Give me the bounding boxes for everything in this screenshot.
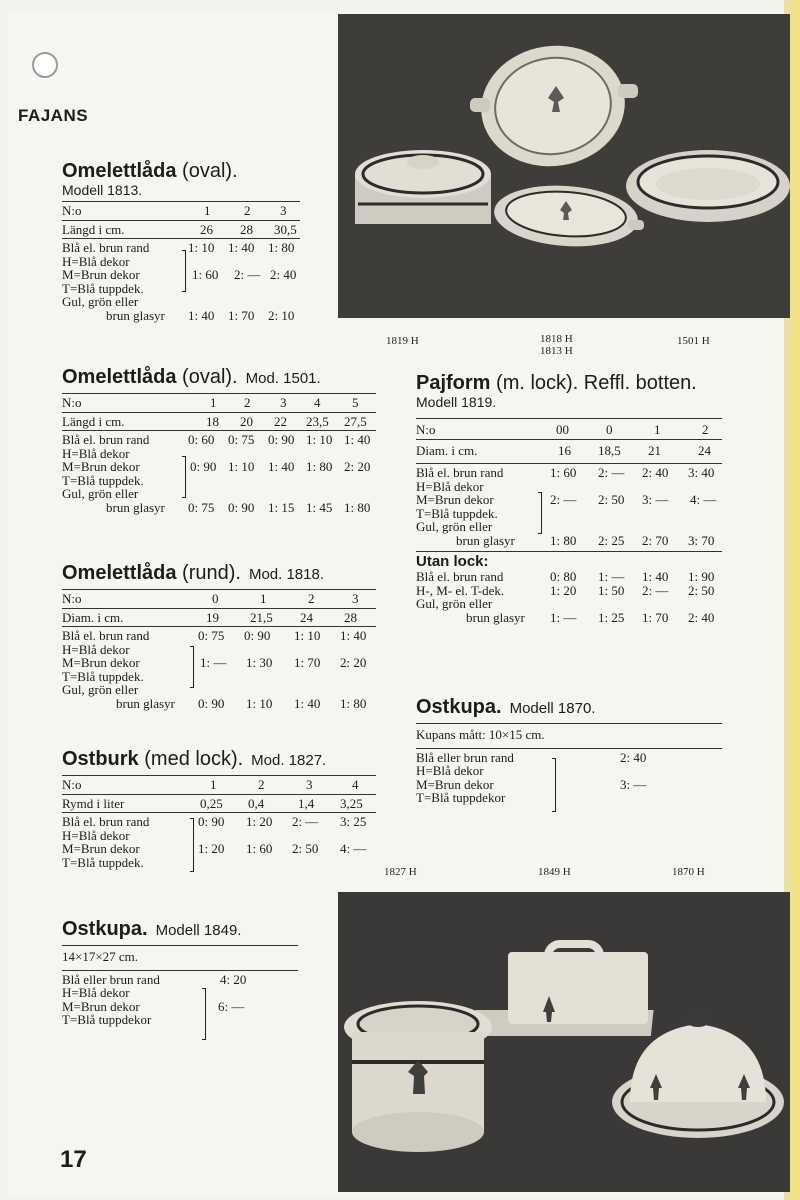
table-header-row: N:o 1 2 3: [62, 203, 287, 218]
product-photo-top: [338, 14, 790, 318]
table-row: Diam. i cm. 16 18,5 21 24: [416, 442, 711, 458]
product-omelett-oval-1813: Omelettlåda (oval). Modell 1813. N:o 1 2 3 Längd i cm. 26 28 30,5 Blå el. brun rand 1: 10 1: 40 1: 80 H=Blå dekor M=Brun dekor 1: 60 2: — 2: 40 T=Blå tuppdek. Gul, grön eller brun glasyr 1: 40 1: 70 2: 10: [62, 160, 300, 322]
table-row: Längd i cm. 26 28 30,5: [62, 221, 297, 237]
product-omelett-rund-1818: Omelettlåda (rund). Mod. 1818. N:o 0 1 2 3 Diam. i cm. 19 21,5 24 28 Blå el. brun rand 0: 75 0: 90 1: 10 1: 40 H=Blå dekor M=Brun dekor 1: — 1: 30 1: 70 2: 20 T=Blå tuppdek. Gul, grön eller brun glasyr 0: 90 1: 10 1: 40 1: 80: [62, 562, 376, 710]
table-row: Längd i cm. 18 20 22 23,5 27,5: [62, 413, 367, 429]
product-ostburk-1827: Ostburk (med lock). Mod. 1827. N:o 1 2 3 4 Rymd i liter 0,25 0,4 1,4 3,25 Blå el. brun rand 0: 90 1: 20 2: — 3: 25 H=Blå dekor M=Brun dekor 1: 20 1: 60 2: 50 4: — T=Blå tuppdek.: [62, 748, 376, 869]
product-model: Modell 1813.: [62, 182, 143, 198]
product-size: Kupans mått: 10×15 cm.: [416, 727, 545, 742]
table-header-row: N:o 1 2 3 4 5: [62, 395, 359, 410]
photo-bottom-illustration: [338, 892, 790, 1192]
table-header-row: N:o 1 2 3 4: [62, 777, 359, 792]
product-pajform-1819: Pajform (m. lock). Reffl. botten. Modell 1819. N:o 00 0 1 2 Diam. i cm. 16 18,5 21 24 Blå el. brun rand 1: 60 2: — 2: 40 3: 40 H=Blå dekor M=Brun dekor 2: — 2: 50 3: — 4: — T=Blå tuppdek. Gul, grön eller brun glasyr 1: 80 2: 25 2: 70 3: 70 Utan lock: Blå el. brun rand 0: 80 1: — 1: 40 1: 90 H-, M- el. T-dek. 1: 20 1: 50 2: — 2: 50 Gul, grön eller brun glasyr 1: — 1: 25 1: 70 2: 40: [416, 372, 722, 624]
table-row: Blå el. brun rand 1: 10 1: 40 1: 80: [62, 240, 295, 255]
table-header-row: N:o 0 1 2 3: [62, 591, 359, 606]
product-title: Ostkupa. Modell 1870.: [416, 696, 596, 718]
table-header-row: N:o 00 0 1 2: [416, 422, 709, 437]
photo-caption: 1501 H: [677, 335, 710, 347]
product-title: Ostkupa. Modell 1849.: [62, 918, 242, 940]
product-title: Ostburk (med lock). Mod. 1827.: [62, 748, 327, 770]
product-ostkupa-1870: Ostkupa. Modell 1870. Kupans mått: 10×15 cm. Blå eller brun rand 2: 40 H=Blå dekor M=Brun dekor 3: — T=Blå tuppdekor: [416, 696, 722, 805]
product-title: Omelettlåda (rund). Mod. 1818.: [62, 562, 325, 584]
photo-caption: 1818 H: [540, 333, 573, 345]
page-number: 17: [60, 1146, 87, 1173]
photo-caption: 1870 H: [672, 866, 705, 878]
photo-caption: 1827 H: [384, 866, 417, 878]
binder-hole: [32, 52, 58, 78]
product-title: Omelettlåda (oval). Mod. 1501.: [62, 366, 321, 388]
utan-lock-heading: Utan lock:: [416, 553, 489, 570]
product-model: Modell 1819.: [416, 394, 497, 410]
table-row: Rymd i liter 0,25 0,4 1,4 3,25: [62, 795, 363, 811]
photo-caption: 1813 H: [540, 345, 573, 357]
section-heading: FAJANS: [18, 106, 89, 125]
photo-caption: 1849 H: [538, 866, 571, 878]
photo-caption: 1819 H: [386, 335, 419, 347]
table-row: Diam. i cm. 19 21,5 24 28: [62, 609, 357, 625]
product-size: 14×17×27 cm.: [62, 949, 139, 964]
product-omelett-oval-1501: Omelettlåda (oval). Mod. 1501. N:o 1 2 3 4 5 Längd i cm. 18 20 22 23,5 27,5 Blå el. brun rand 0: 60 0: 75 0: 90 1: 10 1: 40 H=Blå dekor M=Brun dekor 0: 90 1: 10 1: 40 1: 80 2: 20 T=Blå tuppdek. Gul, grön eller brun glasyr 0: 75 0: 90 1: 15 1: 45 1: 80: [62, 366, 376, 514]
product-title: Pajform (m. lock). Reffl. botten.: [416, 372, 697, 394]
product-photo-bottom: [338, 892, 790, 1192]
product-ostkupa-1849: Ostkupa. Modell 1849. 14×17×27 cm. Blå eller brun rand 4: 20 H=Blå dekor M=Brun dekor 6: — T=Blå tuppdekor: [62, 918, 298, 1027]
product-title: Omelettlåda (oval).: [62, 160, 238, 182]
photo-top-illustration: [338, 14, 790, 318]
